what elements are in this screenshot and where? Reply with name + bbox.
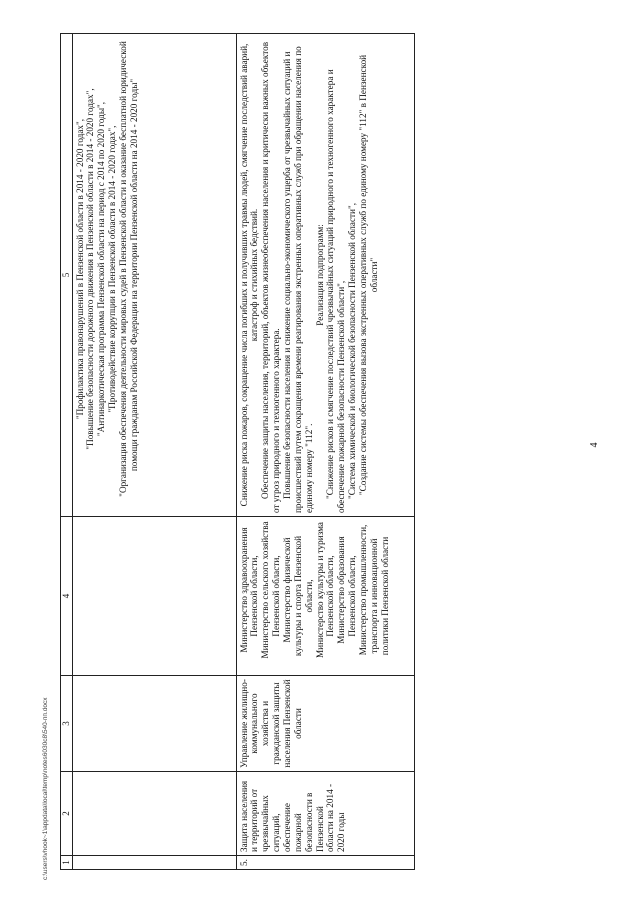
- coexecutor-item: Министерство промышленности, транспорта и инновационной политики Пензенской области: [358, 524, 390, 656]
- header-col-2: 2: [61, 772, 73, 856]
- goal-item: Повышение безопасности населения и снижение социально-экономического ущерба от чрезвычайных ситуаций и происшествий путем сокращения времени реагирования экстренных оперативных служб при обращении населения по единому номеру "112".: [282, 46, 314, 513]
- table-header-row: [61, 34, 73, 870]
- continued-coexecutors-cell: [72, 517, 236, 676]
- continued-name-cell: [72, 772, 236, 856]
- goal-item: "Создание системы обеспечения вызова экстренных оперативных служб по единому номеру "112" в Пензенской области": [358, 54, 379, 496]
- coexecutor-item: Министерство здравоохранения Пензенской области,: [238, 527, 260, 653]
- file-path-footer: c:\users\vhook~1\appdata\local\temp\notes6030c8\540-пп.docx: [42, 697, 49, 880]
- continued-num-cell: [72, 856, 236, 870]
- goals-cell: [236, 34, 414, 517]
- program-name: Защита населения и территорий от чрезвычайных ситуаций, обеспечение пожарной безопасности в Пензенской области на 2014 - 2020 годы: [236, 772, 414, 856]
- coexecutors-cell: [236, 517, 414, 676]
- row-number: 5.: [236, 856, 414, 870]
- continued-subprograms-cell: [72, 34, 236, 517]
- header-col-3: 3: [61, 676, 73, 772]
- header-col-4: 4: [61, 517, 73, 676]
- subprogram-item: "Повышение безопасности дорожного движения в Пензенской области в 2014 - 2020 годах",: [85, 88, 96, 450]
- goal-item: Снижение риска пожаров, сокращение числа погибших и получивших травмы людей, смягчение последствий аварий, катастроф и стихийных бедствий.: [238, 43, 260, 507]
- subprogram-item: "Организация обеспечения деятельности мировых судей в Пензенской области и оказание бесплатной юридической помощи гражданам Российской Федерации на территории Пензенской области на 2014 - 2020 годы": [118, 41, 139, 497]
- goal-item: Обеспечение защиты населения, территорий, объектов жизнеобеспечения населения и критически важных объектов от угроз природного и техногенного характера.: [260, 41, 282, 513]
- goal-item: "Снижение рисков и смягчение последствий чрезвычайных ситуаций природного и техногенного характера и обеспечение пожарной безопасности Пензенской области",: [325, 69, 347, 513]
- goal-item: "Система химической и биологической безопасности Пензенской области",: [347, 202, 358, 499]
- subprogram-item: "Профилактика правонарушений в Пензенской области в 2014 - 2020 годах",: [74, 118, 85, 420]
- continued-responsible-cell: [72, 676, 236, 772]
- responsible-executor: Управление жилищно-коммунального хозяйства и гражданской защиты населения Пензенской области: [236, 676, 414, 772]
- page-number: 4: [589, 442, 600, 448]
- subprogram-item: "Антинаркотическая программа Пензенской области на период с 2014 по 2020 годы",: [96, 101, 107, 437]
- coexecutor-item: Министерство образования Пензенской области,: [336, 536, 358, 644]
- table-row-5: [236, 34, 414, 870]
- programs-table: [60, 33, 415, 870]
- subprogram-item: "Противодействие коррупции в Пензенской области в 2014 - 2020 годах",: [107, 125, 118, 413]
- coexecutor-item: Министерство сельского хозяйства Пензенской области,: [260, 521, 282, 659]
- header-col-5: 5: [61, 34, 73, 517]
- header-col-1: 1: [61, 856, 73, 870]
- goal-item: Реализация подпрограмм:: [314, 224, 325, 326]
- table-row-continued: [72, 34, 236, 870]
- coexecutor-item: Министерство культуры и туризма Пензенской области,: [314, 522, 336, 658]
- coexecutor-item: Министерство физической культуры и спорта Пензенской области,: [282, 535, 314, 657]
- rotated-document-page: [40, 20, 605, 880]
